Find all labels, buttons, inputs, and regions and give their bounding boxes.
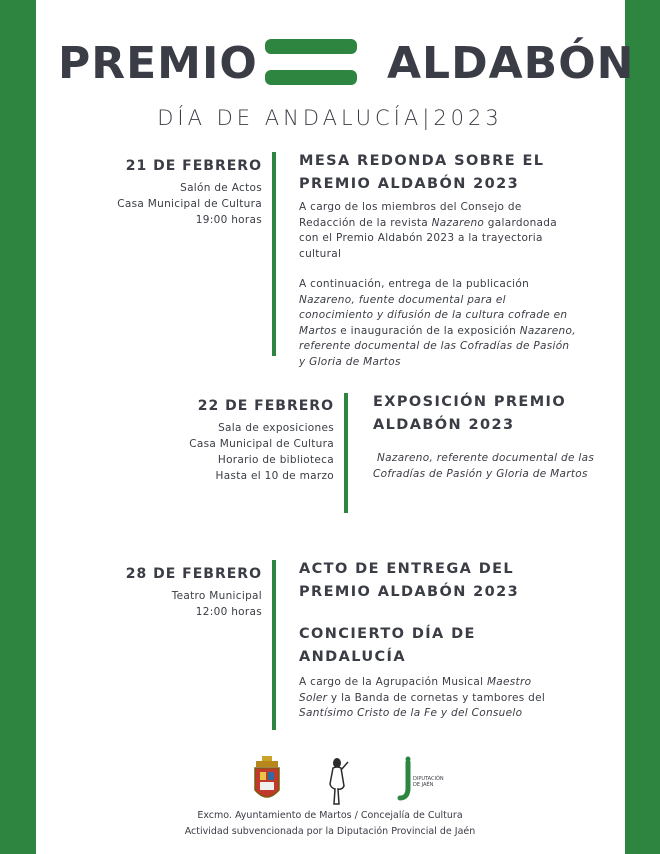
event-desc-line: Redacción de la revista Nazareno galardonada bbox=[299, 216, 557, 229]
venue-line: 19:00 horas bbox=[195, 214, 262, 226]
event-desc-line: A continuación, entrega de la publicación bbox=[299, 278, 530, 290]
event-3-details bbox=[299, 558, 609, 722]
venue-line: Teatro Municipal bbox=[171, 590, 262, 602]
event-title-line: ACTO DE ENTREGA DEL bbox=[299, 561, 515, 577]
venue-line: Casa Municipal de Cultura bbox=[117, 198, 262, 210]
event-desc-line: Martos e inauguración de la exposición Nazareno, bbox=[299, 324, 576, 337]
divider-line bbox=[272, 152, 276, 356]
event-1-info bbox=[62, 158, 262, 228]
event-date: 28 DE FEBRERO bbox=[125, 566, 262, 582]
venue-line: Sala de exposiciones bbox=[218, 422, 334, 434]
event-title-line: CONCIERTO DÍA DE bbox=[299, 626, 476, 642]
subtitle: DÍA DE ANDALUCÍA|2023 bbox=[157, 106, 503, 130]
diputacion-label: DIPUTACIÓN DE JAÉN bbox=[413, 776, 444, 788]
event-title-line: ALDABÓN 2023 bbox=[373, 417, 515, 433]
event-2-info bbox=[134, 398, 334, 484]
venue-line: Casa Municipal de Cultura bbox=[189, 438, 334, 450]
event-desc-line: conocimiento y difusión de la cultura cofrade en bbox=[299, 309, 568, 321]
martos-coat-of-arms-icon bbox=[252, 756, 282, 806]
event-title-line: PREMIO ALDABÓN 2023 bbox=[299, 584, 520, 600]
event-3-info bbox=[62, 566, 262, 620]
venue-line: Hasta el 10 de marzo bbox=[215, 470, 334, 482]
event-desc-line: Nazareno, fuente documental para el bbox=[299, 293, 506, 306]
divider-line bbox=[272, 560, 276, 730]
event-desc-line: Cofradías de Pasión y Gloria de Martos bbox=[373, 467, 588, 480]
title-word-aldabon: ALDABÓN bbox=[387, 38, 635, 89]
event-date: 22 DE FEBRERO bbox=[197, 398, 334, 414]
event-desc-line: referente documental de las Cofradías de Pasión bbox=[299, 340, 570, 352]
event-desc-line: Santísimo Cristo de la Fe y del Consuelo bbox=[299, 707, 523, 719]
sponsor-logos bbox=[0, 756, 660, 806]
event-desc-line: con el Premio Aldabón 2023 a la trayectoria bbox=[299, 232, 543, 244]
event-1-details bbox=[299, 150, 609, 370]
event-desc-line: Soler y la Banda de cornetas y tambores del bbox=[299, 691, 546, 704]
footer bbox=[0, 808, 660, 840]
nazareno-figure-icon bbox=[324, 756, 350, 806]
poster-title bbox=[0, 36, 660, 96]
event-desc-line: cultural bbox=[299, 247, 342, 260]
event-title-line: MESA REDONDA SOBRE EL bbox=[299, 153, 545, 169]
event-2-details bbox=[373, 391, 623, 482]
footer-line: Actividad subvencionada por la Diputación Provincial de Jaén bbox=[184, 826, 476, 837]
event-title-line: PREMIO ALDABÓN 2023 bbox=[299, 176, 520, 192]
venue-line: Horario de biblioteca bbox=[217, 454, 334, 466]
event-desc-line: A cargo de los miembros del Consejo de bbox=[299, 201, 522, 213]
event-title-line: ANDALUCÍA bbox=[299, 649, 406, 665]
footer-line: Excmo. Ayuntamiento de Martos / Concejalía de Cultura bbox=[197, 810, 463, 821]
event-desc-line: y Gloria de Martos bbox=[299, 355, 401, 368]
venue-line: 12:00 horas bbox=[195, 606, 262, 618]
divider-line bbox=[344, 393, 348, 513]
title-word-premio: PREMIO bbox=[58, 38, 258, 89]
event-desc-line: A cargo de la Agrupación Musical Maestro bbox=[299, 676, 532, 688]
event-title-line: EXPOSICIÓN PREMIO bbox=[373, 394, 567, 410]
venue-line: Salón de Actos bbox=[180, 182, 262, 194]
event-desc-line: Nazareno, referente documental de las bbox=[377, 452, 595, 464]
andalusian-flag-icon bbox=[265, 39, 357, 89]
event-date: 21 DE FEBRERO bbox=[125, 158, 262, 174]
